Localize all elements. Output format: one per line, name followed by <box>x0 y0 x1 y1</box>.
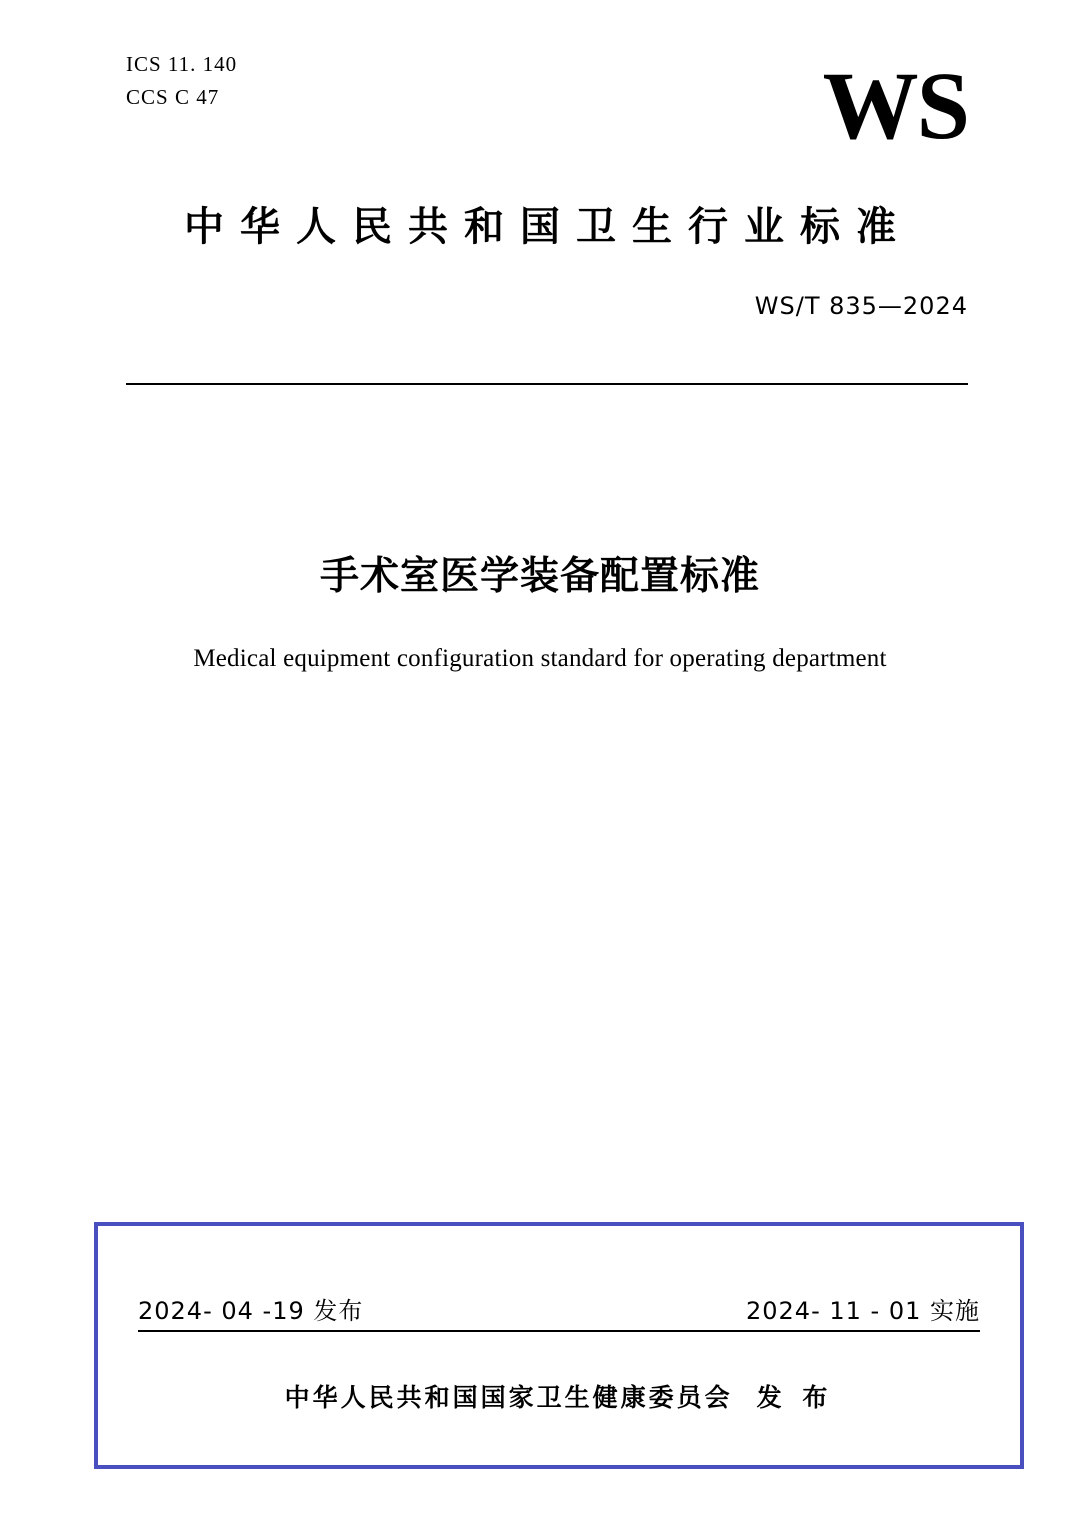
classification-codes <box>126 48 237 113</box>
ws-logo: WS <box>822 52 968 159</box>
ics-code: ICS 11. 140 <box>126 52 238 76</box>
horizontal-divider <box>126 383 968 385</box>
publication-frame <box>94 1222 1024 1469</box>
ccs-code: CCS C 47 <box>126 84 220 109</box>
standard-number: WS/T 835—2024 <box>754 292 968 320</box>
page-title: 中华人民共和国卫生行业标准 <box>184 204 912 250</box>
issuer-name: 中华人民共和国国家卫生健康委员会 <box>284 1383 733 1412</box>
issuer-verb: 发 布 <box>756 1383 834 1412</box>
document-title-english: Medical equipment configuration standard for operating department <box>193 645 887 672</box>
document-title-chinese: 手术室医学装备配置标准 <box>319 554 760 599</box>
publish-date: 2024- 04 -19 发布 <box>138 1297 364 1325</box>
publication-dates <box>138 1284 980 1332</box>
implement-date: 2024- 11 - 01 实施 <box>746 1297 980 1325</box>
issuing-authority <box>98 1378 1020 1414</box>
